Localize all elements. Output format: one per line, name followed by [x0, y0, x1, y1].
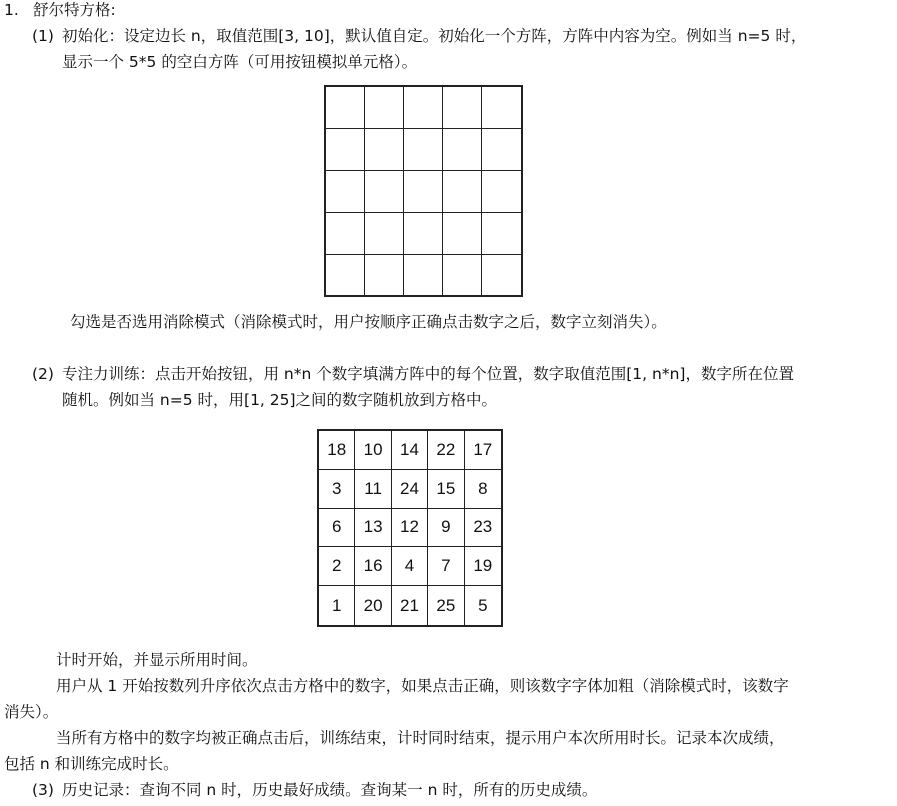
- part3-label: (3): [32, 781, 54, 799]
- number-grid-cell[interactable]: 19: [465, 547, 501, 586]
- number-grid-cell[interactable]: 24: [392, 470, 428, 509]
- number-grid-cell[interactable]: 21: [392, 586, 428, 625]
- section-title: 舒尔特方格:: [33, 1, 116, 19]
- part3-text: 历史记录：查询不同 n 时，历史最好成绩。查询某一 n 时，所有的历史成绩。: [62, 781, 598, 799]
- empty-grid-cell[interactable]: [482, 255, 521, 295]
- click-rule-line2: 消失）。: [4, 703, 59, 721]
- number-grid-cell[interactable]: 8: [465, 470, 501, 509]
- number-grid-cell[interactable]: 9: [428, 509, 464, 548]
- empty-grid-cell[interactable]: [365, 87, 404, 129]
- finish-rule-line1: 当所有方格中的数字均被正确点击后，训练结束，计时同时结束，提示用户本次所用时长。记录本次成绩，: [56, 729, 785, 747]
- number-grid-cell[interactable]: 22: [428, 431, 464, 470]
- empty-grid-cell[interactable]: [404, 87, 443, 129]
- eliminate-mode-note: 勾选是否选用消除模式（消除模式时，用户按顺序正确点击数字之后，数字立刻消失）。: [70, 313, 667, 331]
- timer-line: 计时开始，并显示所用时间。: [56, 651, 258, 669]
- empty-grid-cell[interactable]: [404, 129, 443, 171]
- empty-grid-cell[interactable]: [326, 213, 365, 255]
- part1-label: (1): [32, 27, 54, 45]
- section-number: 1.: [4, 1, 19, 19]
- number-grid-cell[interactable]: 4: [392, 547, 428, 586]
- empty-grid-cell[interactable]: [404, 255, 443, 295]
- finish-rule-line2: 包括 n 和训练完成时长。: [4, 755, 179, 773]
- number-grid-cell[interactable]: 13: [355, 509, 391, 548]
- click-rule-line1: 用户从 1 开始按数列升序依次点击方格中的数字，如果点击正确，则该数字字体加粗（消除模式时，该数字: [56, 677, 789, 695]
- number-grid-cell[interactable]: 5: [478, 595, 488, 615]
- empty-grid-cell[interactable]: [365, 255, 404, 295]
- empty-grid-cell[interactable]: [326, 129, 365, 171]
- number-grid-cell[interactable]: 11: [355, 470, 391, 509]
- number-grid-cell[interactable]: 1: [319, 586, 355, 625]
- empty-grid-cell[interactable]: [482, 87, 521, 129]
- number-grid-cell[interactable]: 15: [428, 470, 464, 509]
- number-grid-cell[interactable]: 25: [428, 586, 464, 625]
- number-grid-cell[interactable]: 17: [465, 431, 501, 470]
- number-grid-cell[interactable]: 6: [319, 509, 355, 548]
- number-grid-cell[interactable]: 7: [428, 547, 464, 586]
- empty-square-matrix: [324, 85, 523, 297]
- empty-grid-cell[interactable]: [443, 171, 482, 213]
- empty-grid-cell[interactable]: [365, 213, 404, 255]
- part2-label: (2): [32, 365, 54, 383]
- number-grid-cell[interactable]: 18: [319, 431, 355, 470]
- empty-grid-cell[interactable]: [326, 171, 365, 213]
- empty-grid-cell[interactable]: [443, 87, 482, 129]
- empty-grid-cell[interactable]: [482, 213, 521, 255]
- empty-grid-cell[interactable]: [365, 171, 404, 213]
- empty-grid-cell[interactable]: [326, 87, 365, 129]
- part2-text-line1: 专注力训练：点击开始按钮，用 n*n 个数字填满方阵中的每个位置，数字取值范围[1, n*n]，数字所在位置: [62, 365, 794, 383]
- empty-grid-cell[interactable]: [443, 213, 482, 255]
- number-grid-cell[interactable]: 3: [319, 470, 355, 509]
- number-grid-cell[interactable]: 14: [392, 431, 428, 470]
- number-grid-cell[interactable]: 23: [465, 509, 501, 548]
- number-grid-cell[interactable]: 2: [319, 547, 355, 586]
- part1-text-line1: 初始化：设定边长 n，取值范围[3, 10]，默认值自定。初始化一个方阵，方阵中内容为空。例如当 n=5 时，: [62, 27, 807, 45]
- part1-text-line2: 显示一个 5*5 的空白方阵（可用按钮模拟单元格）。: [62, 53, 418, 71]
- empty-grid-cell[interactable]: [404, 213, 443, 255]
- number-grid-cell[interactable]: 16: [355, 547, 391, 586]
- number-grid-cell[interactable]: 12: [392, 509, 428, 548]
- part2-text-line2: 随机。例如当 n=5 时，用[1, 25]之间的数字随机放到方格中。: [62, 391, 498, 409]
- number-square-matrix: [317, 429, 503, 627]
- empty-grid-cell[interactable]: [326, 255, 365, 295]
- empty-grid-cell[interactable]: [365, 129, 404, 171]
- empty-grid-cell[interactable]: [443, 255, 482, 295]
- empty-grid-cell[interactable]: [404, 171, 443, 213]
- empty-grid-cell[interactable]: [482, 129, 521, 171]
- number-grid-cell[interactable]: 10: [355, 431, 391, 470]
- empty-grid-cell[interactable]: [443, 129, 482, 171]
- number-grid-cell[interactable]: 20: [355, 586, 391, 625]
- empty-grid-cell[interactable]: [482, 171, 521, 213]
